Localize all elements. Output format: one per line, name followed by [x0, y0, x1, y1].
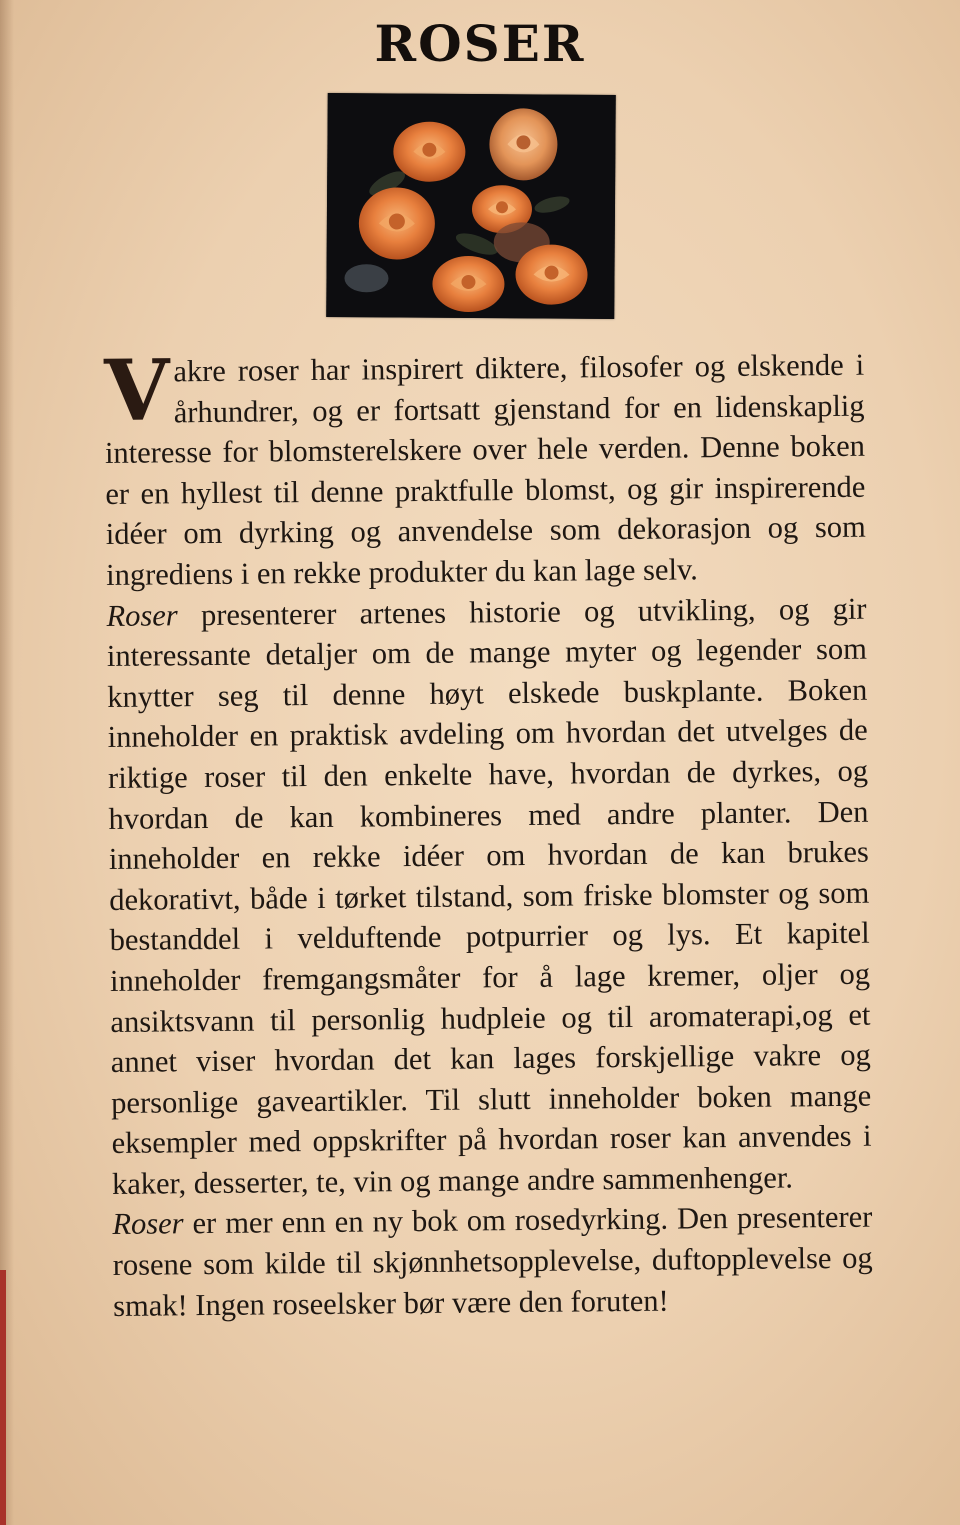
- rose-7: [515, 244, 587, 305]
- rose-1: [393, 121, 465, 182]
- rose-2: [489, 108, 558, 180]
- paragraph-2-lead: Roser: [106, 597, 178, 633]
- roses-photo: [326, 93, 616, 319]
- red-book-edge: [0, 1270, 6, 1525]
- description-text: [103, 340, 873, 1327]
- paragraph-1-text: akre roser har inspirert diktere, filosofer og elskende i århundrer, og er fortsatt gjenstand for en lidenskaplig interesse for blomsterelskere over hele verden. Denne boken er en hyllest til denne praktfulle blomst, og gir inspirerende idéer om dyrking og anvendelse som dekorasjon og som ingrediens i en rekke produkter du kan lage selv.: [104, 347, 866, 592]
- book-title: ROSER: [374, 14, 586, 73]
- paragraph-3: [112, 1197, 873, 1326]
- paragraph-2: [106, 588, 872, 1204]
- rose-6: [432, 256, 504, 313]
- paragraph-3-lead: Roser: [112, 1206, 184, 1242]
- paragraph-1: [103, 340, 866, 596]
- rose-3: [359, 187, 436, 260]
- paragraph-2-text: presenterer artenes historie og utvikling, og gir interessante detaljer om de mange myter og legender som knytter seg til denne høyt elskede buskplante. Boken inneholder en praktisk avdeling om hvordan det utvelges de riktige roser til den enkelte have, hvordan de dyrkes, og hvordan de kan kombineres med andre planter. Den inneholder en rekke idéer om hvordan de kan brukes dekorativt, både i tørket tilstand, som friske blomster og som bestanddel i velduftende potpurrier og lys. Et kapitel inneholder fremgangsmåter for å lage kremer, oljer og ansiktsvann til personlig hudpleie og til aromaterapi,og et annet viser hvordan det kan lages forskjellige vakre og personlige gaveartikler. Til slutt inneholder boken mange eksempler med oppskrifter på hvordan roser kan anvendes i kaker, desserter, te, vin og mange andre sammenhenger.: [106, 591, 872, 1201]
- drop-cap: V: [103, 340, 171, 440]
- roses-illustration: [326, 93, 616, 319]
- paragraph-3-text: er mer enn en ny bok om rosedyrking. Den presenterer rosene som kilde til skjønnhetsopplevelse, duftopplevelse og smak! Ingen roseelsker bør være den foruten!: [112, 1200, 873, 1323]
